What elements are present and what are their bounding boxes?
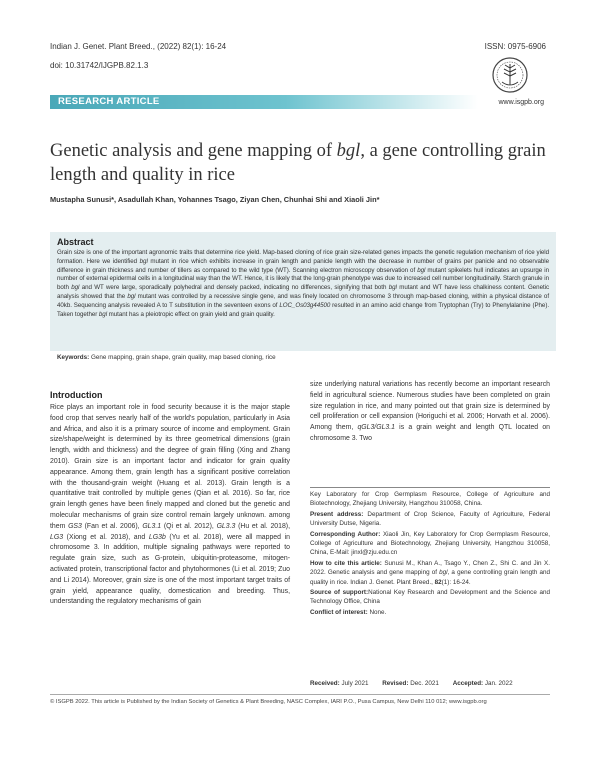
abstract-box xyxy=(50,232,556,351)
received-date: Received: July 2021 xyxy=(310,680,369,687)
society-seal-icon xyxy=(486,55,534,97)
copyright-footer: © ISGPB 2022. This article is Published by the Indian Society of Genetics & Plant Breeding, NASC Complex, IARI P.O., Pusa Campus, New Delhi 110 012; www.isgpb.org xyxy=(50,699,487,705)
affiliation: Key Laboratory for Crop Germplasm Resource, College of Agriculture and Biotechnology, Zhejiang University, Hangzhou 310058, China. xyxy=(310,491,550,508)
source-of-support: Source of support:National Key Research and Development and the Science and Technology Office, China xyxy=(310,589,550,606)
author-list: Mustapha Sunusi*, Asadullah Khan, Yohannes Tsago, Ziyan Chen, Chunhai Shi and Xiaoli Jin* xyxy=(50,195,380,204)
article-dates xyxy=(310,680,550,687)
society-url[interactable]: www.isgpb.org xyxy=(498,99,544,106)
accepted-date: Accepted: Jan. 2022 xyxy=(452,680,513,687)
present-address: Present address: Department of Crop Science, Faculty of Agriculture, Federal University Dutse, Nigeria. xyxy=(310,510,550,528)
gene-name: bgl xyxy=(336,141,361,161)
introduction-text-left: Rice plays an important role in food security because it is the major staple food crop that serves nearly half of the world's population, particularly in Asia and Africa, and also it is a primary source of income and employment. Grain size/shape/weight is determined by its three geometrical dimensions (grain length, width and thickness) and the degree of grain filling (Xing and Zhang 2010). Grain size is an important factor and indicator for grain quality appearance. Among them, grain length has a significant positive correlation with the thousand-grain weight (Huang et al. 2013). Grain length is a quantitative trait controlled by multiple genes (Qian et al. 2016). So far, rice grain length genes have been finely mapped and cloned but the genetic and molecular mechanisms of grain size control remain largely unknown. among them GS3 (Fan et al. 2006), GL3.1 (Qi et al. 2012), GL3.3 (Hu et al. 2018), LG3 (Xiong et al. 2018), and LG3b (Yu et al. 2018), were all mapped in chromosome 3. In addition, multiple signaling pathways were reported to regulate grain size, such as G-protein, ubiquitin-proteasome, mitogen-activated protein, transcriptional factor and phytohormones (Li et al. 2019; Zuo and Li 2014). Moreover, grain size is one of the most important target traits of grain yield, appearance quality, domestication and breeding. Thus, understanding the regulatory mechanisms of gain xyxy=(50,404,290,606)
abstract-heading: Abstract xyxy=(57,237,94,247)
footnote-divider xyxy=(310,487,550,488)
abstract-text: Grain size is one of the important agronomic traits that determine rice yield. Map-based cloning of rice grain size-related genes impacts the genetic regulation mechanism of rice yield formation. Here we identified bgl mutant in rice which exhibits increase in grain length and panicle length with the decrease in number of grains per panicle and no observable difference in grain thickness and number of tillers as compared to the wild type (WT). Scanning electron microscopy observation of bgl mutant spikelets hull indicates an upsurge in number of external epidermal cells in a longitudinal way than the WT. Hence, it is likely that the long-grain phenotype was due to increased cell number longitudinally. Starch granule in both bgl and WT were large, sporadically polyhedral and densely packed, indicating no differences, signifying that both bgl mutant and WT have less chalkiness content. Genetic analysis showed that the bgl mutant was controlled by a recessive single gene, and was finely located on chromosome 3 through map-based cloning, within a physical distance of 40kb. Sequencing analysis revealed A to T substitution in the seventeen exons of LOC_Os03g44500 resulted in an amino acid change from Tryptophan (Try) to Phenylalanine (Phe). Taken together bgl mutant has a pleiotropic effect on grain yield and grain quality. xyxy=(57,249,550,318)
article-title: Genetic analysis and gene mapping of bgl, a gene controlling grain length and quality in rice xyxy=(50,141,546,185)
article-notes xyxy=(310,490,550,618)
issn: ISSN: 0975-6906 xyxy=(484,42,546,51)
conflict-of-interest: Conflict of interest: None. xyxy=(310,608,387,616)
corresponding-author: Corresponding Author: Xiaoli Jin, Key Laboratory for Crop Germplasm Resource, College of Agriculture and Biotechnology, Zhejiang University, Hangzhou 310058, China, E-Mail: jinxl@zju.edu.cn xyxy=(310,530,551,557)
footer-divider xyxy=(50,694,550,695)
revised-date: Revised: Dec. 2021 xyxy=(382,680,439,687)
article-type-label: RESEARCH ARTICLE xyxy=(58,96,160,107)
how-to-cite: How to cite this article: Sunusi M., Khan A., Tsago Y., Chen Z., Shi C. and Jin X. 2022. Genetic analysis and gene mapping of bgl, a gene controlling grain length and quality in rice. Indian J. Genet. Plant Breed., 82(1): 16-24. xyxy=(310,559,551,586)
doi[interactable]: doi: 10.31742/IJGPB.82.1.3 xyxy=(50,61,149,70)
keywords: Keywords: Gene mapping, grain shape, grain quality, map based cloning, rice xyxy=(57,354,276,361)
section-heading-introduction: Introduction xyxy=(50,390,103,400)
journal-citation: Indian J. Genet. Plant Breed., (2022) 82(1): 16-24 xyxy=(50,42,227,51)
introduction-text-right: size underlying natural variations has recently become an important research field in agricultural science. Numerous studies have been completed on grain size regulation in rice, and many pointed out that grain size is determined by cell proliferation or cell expansion (Horiguchi et al. 2006; Horvath et al. 2006). Among them, qGL3/GL3.1 is a grain weight and length QTL located on chromosome 3. Two xyxy=(310,381,550,442)
article-type-band xyxy=(50,95,478,109)
